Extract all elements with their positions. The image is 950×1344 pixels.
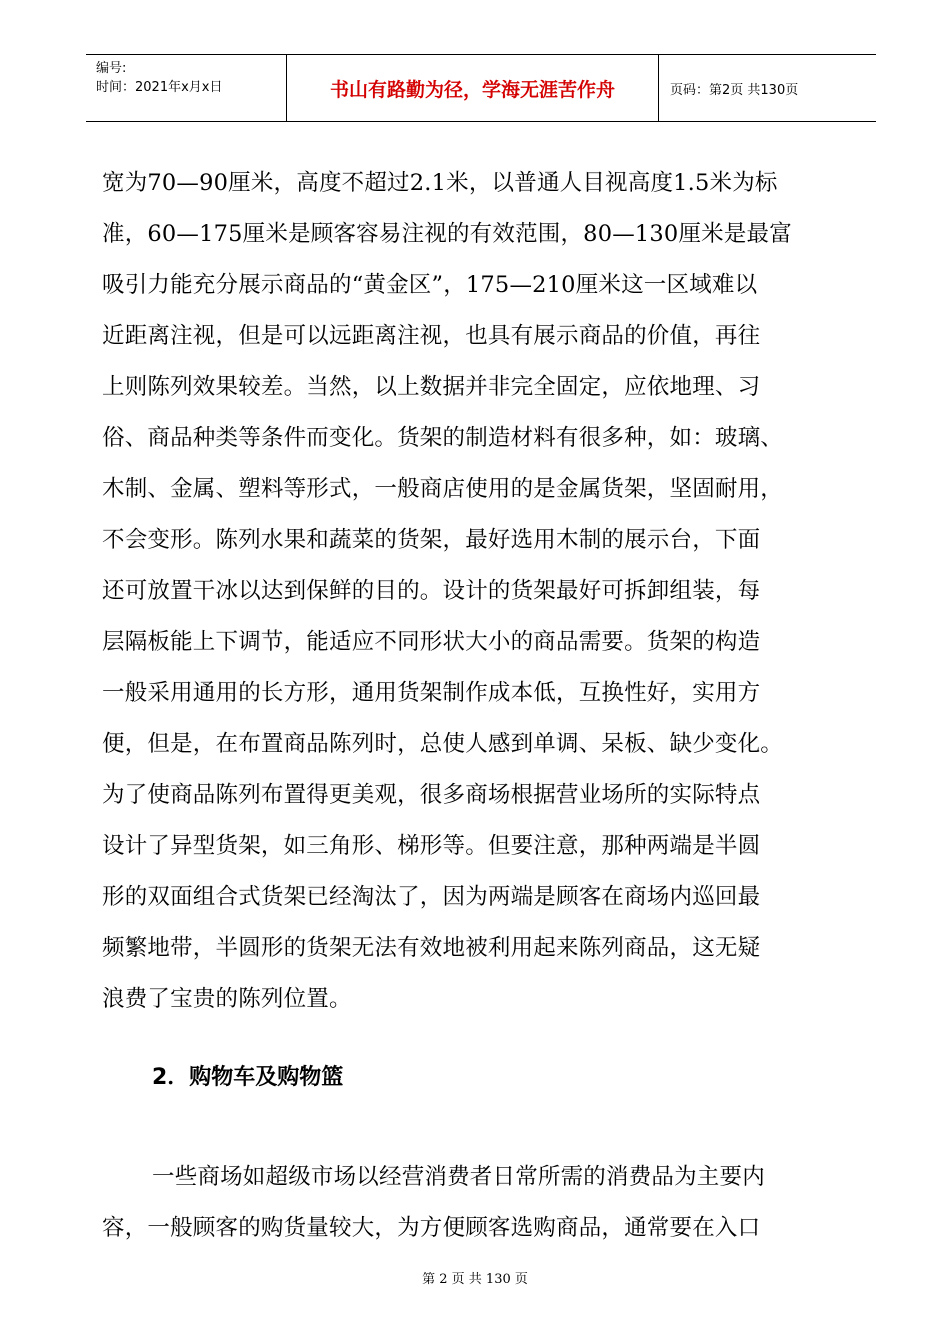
text-line: 频繁地带，半圆形的货架无法有效地被利用起来陈列商品，这无疑 [102,935,761,961]
text-line: 为了使商品陈列布置得更美观，很多商场根据营业场所的实际特点 [102,782,761,808]
text-line: 俗、商品种类等条件而变化。货架的制造材料有很多种，如：玻璃、 [102,425,784,451]
document-number-label: 编号: [96,61,127,76]
header-meta [96,59,222,97]
text-line: 便，但是，在布置商品陈列时，总使人感到单调、呆板、缺少变化。 [102,731,784,757]
header-divider [658,55,659,122]
text-line: 不会变形。陈列水果和蔬菜的货架，最好选用木制的展示台，下面 [102,527,761,553]
text-line: 木制、金属、塑料等形式，一般商店使用的是金属货架，坚固耐用， [102,476,784,502]
text-line: 层隔板能上下调节，能适应不同形状大小的商品需要。货架的构造 [102,629,761,655]
text-line: 吸引力能充分展示商品的“黄金区”，175—210厘米这一区域难以 [102,272,758,298]
header-motto: 书山有路勤为径，学海无涯苦作舟 [329,79,615,101]
paragraph-shelf-description [102,158,862,1025]
paragraph-shopping-cart [102,1152,862,1254]
header-page-info: 页码：第2页 共130页 [670,83,799,98]
text-line: 浪费了宝贵的陈列位置。 [102,986,352,1012]
text-line: 准，60—175厘米是顾客容易注视的有效范围，80—130厘米是最富 [102,221,792,247]
text-line: 上则陈列效果较差。当然，以上数据并非完全固定，应依地理、习 [102,374,761,400]
document-time-label: 时间：2021年x月x日 [96,80,223,95]
page-footer: 第 2 页 共 130 页 [422,1272,528,1287]
text-line: 宽为70—90厘米，高度不超过2.1米，以普通人目视高度1.5米为标 [102,170,778,196]
page-header [86,54,876,122]
section-heading: 2．购物车及购物篮 [152,1065,344,1090]
text-line: 容，一般顾客的购货量较大，为方便顾客选购商品，通常要在入口 [102,1215,761,1241]
text-line: 近距离注视，但是可以远距离注视，也具有展示商品的价值，再往 [102,323,761,349]
text-line: 设计了异型货架，如三角形、梯形等。但要注意，那种两端是半圆 [102,833,761,859]
text-line: 一般采用通用的长方形，通用货架制作成本低，互换性好，实用方 [102,680,761,706]
text-line: 形的双面组合式货架已经淘汰了，因为两端是顾客在商场内巡回最 [102,884,761,910]
text-line: 还可放置干冰以达到保鲜的目的。设计的货架最好可拆卸组装，每 [102,578,761,604]
text-line: 一些商场如超级市场以经营消费者日常所需的消费品为主要内 [152,1164,765,1190]
body-content [102,158,862,1025]
